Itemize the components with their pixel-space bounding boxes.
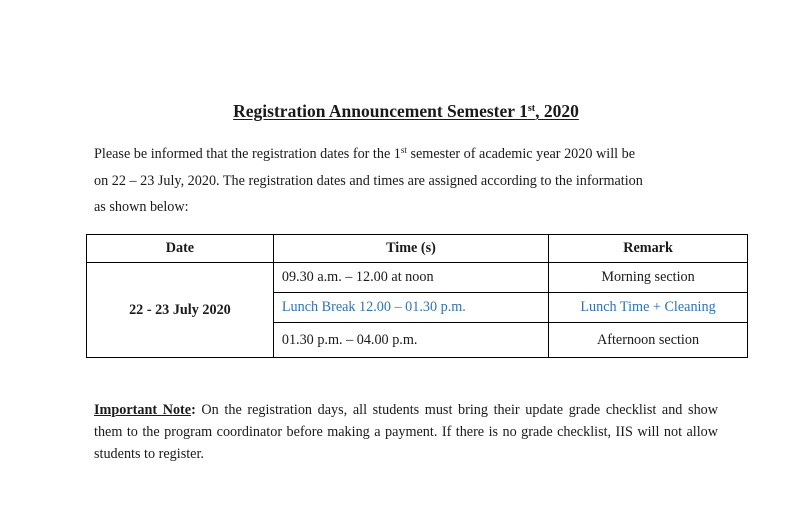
intro-line-1-after: semester of academic year 2020 will be bbox=[406, 146, 636, 162]
time-cell-morning: 09.30 a.m. – 12.00 at noon bbox=[273, 263, 548, 293]
time-cell-lunch: Lunch Break 12.00 – 01.30 p.m. bbox=[273, 293, 548, 323]
table-row bbox=[87, 263, 748, 293]
important-note-text: On the registration days, all students must bring their update grade checklist and show them to the program coordinator before making a payment. If there is no grade checklist, IIS will not allow students to register. bbox=[94, 402, 718, 462]
intro-line-3: as shown below: bbox=[94, 199, 189, 215]
time-cell-afternoon: 01.30 p.m. – 04.00 p.m. bbox=[273, 323, 548, 358]
schedule-table bbox=[86, 234, 748, 358]
table-header-row bbox=[87, 235, 748, 263]
remark-cell-lunch: Lunch Time + Cleaning bbox=[549, 293, 748, 323]
remark-cell-afternoon: Afternoon section bbox=[549, 323, 748, 358]
important-note-label: Important Note bbox=[94, 402, 192, 418]
title-superscript: st bbox=[527, 103, 536, 114]
page-title-underlined bbox=[233, 101, 579, 121]
header-time: Time (s) bbox=[273, 235, 548, 263]
intro-line-2: on 22 – 23 July, 2020. The registration dates and times are assigned according to the information bbox=[94, 172, 643, 189]
title-suffix: , 2020 bbox=[535, 101, 579, 121]
page-title bbox=[0, 101, 812, 122]
header-remark: Remark bbox=[549, 235, 748, 263]
header-date: Date bbox=[87, 235, 274, 263]
title-text: Registration Announcement Semester 1 bbox=[233, 101, 528, 121]
intro-line-1-sup: st bbox=[400, 145, 407, 155]
intro-line-1 bbox=[94, 141, 734, 168]
important-note-colon: : bbox=[191, 402, 196, 418]
intro-paragraph bbox=[94, 141, 734, 221]
remark-cell-morning: Morning section bbox=[549, 263, 748, 293]
intro-line-1-before: Please be informed that the registration dates for the 1 bbox=[94, 146, 401, 162]
date-cell: 22 - 23 July 2020 bbox=[87, 263, 274, 358]
important-note bbox=[94, 399, 718, 465]
